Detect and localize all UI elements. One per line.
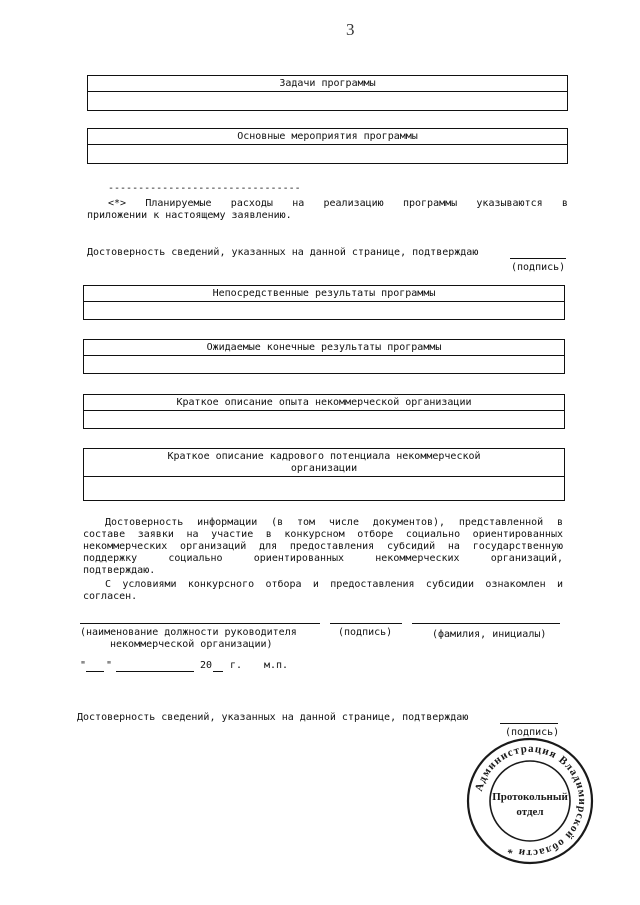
footnote-word: на <box>292 198 305 209</box>
stamp-ring-text: Администрация Владимирской области * <box>473 742 589 860</box>
name-caption: (фамилия, инициалы) <box>432 629 547 640</box>
position-caption-1: (наименование должности руководителя <box>80 627 297 638</box>
name-line <box>412 623 560 624</box>
position-line <box>80 623 320 624</box>
certify-text: Достоверность сведений, указанных на данной странице, подтверждаю <box>87 247 479 258</box>
staff-table <box>83 448 565 501</box>
signature-line <box>330 623 402 624</box>
activities-table <box>87 128 568 164</box>
declaration-line-5: подтверждаю. <box>83 565 156 576</box>
experience-table <box>83 394 565 429</box>
page-number: 3 <box>346 20 355 39</box>
date-quote-open: " <box>80 660 87 671</box>
certify-sign-caption: (подпись) <box>511 262 566 273</box>
declaration-line-6: С условиями конкурсного отбора и предоставления субсидии ознакомлен и <box>105 579 563 590</box>
direct-results-title: Непосредственные результаты программы <box>84 286 564 302</box>
date-year-line <box>213 671 223 672</box>
footnote-line-1 <box>108 198 568 210</box>
seal-label: м.п. <box>264 660 289 671</box>
date-month-line <box>116 671 194 672</box>
footnote-word: расходы <box>230 198 273 209</box>
footnote-word: программы <box>402 198 458 209</box>
official-stamp <box>466 737 594 865</box>
declaration-line-7: согласен. <box>83 591 138 602</box>
certify-signature-line <box>510 258 566 259</box>
declaration-line-4: поддержку социально ориентированных некоммерческих организаций, <box>83 553 563 564</box>
certify-bottom-signature-line <box>500 723 558 724</box>
date-year-suffix: г. <box>230 660 243 671</box>
stamp-center-line-1: Протокольный <box>492 791 568 803</box>
footnote-rule: -------------------------------- <box>108 183 301 194</box>
tasks-title: Задачи программы <box>88 76 567 92</box>
staff-title-line-2: организации <box>290 463 358 474</box>
stamp-center-line-2: отдел <box>516 806 544 818</box>
date-day-line <box>86 671 104 672</box>
position-caption-2: некоммерческой организации) <box>110 639 273 650</box>
tasks-table <box>87 75 568 111</box>
footnote-word: в <box>561 198 568 209</box>
footnote-line-2: приложении к настоящему заявлению. <box>87 210 292 221</box>
declaration-line-3: некоммерческих организаций для предоставления субсидий на государственную <box>83 541 563 552</box>
footnote-word: реализацию <box>323 198 384 209</box>
expected-results-title: Ожидаемые конечные результаты программы <box>84 340 564 356</box>
staff-title <box>84 449 564 477</box>
activities-title: Основные мероприятия программы <box>88 129 567 145</box>
date-year-prefix: 20 <box>200 660 213 671</box>
experience-title: Краткое описание опыта некоммерческой организации <box>84 395 564 411</box>
certify-bottom-sign-caption: (подпись) <box>505 727 560 738</box>
staff-title-line-1: Краткое описание кадрового потенциала некоммерческой <box>167 451 481 462</box>
declaration-line-1: Достоверность информации (в том числе документов), представленной в <box>105 517 563 528</box>
footnote-word: указываются <box>476 198 543 209</box>
footnote-marker: <*> <box>108 198 127 209</box>
expected-results-table <box>83 339 565 374</box>
date-quote-close: " <box>106 660 113 671</box>
signature-caption: (подпись) <box>338 627 393 638</box>
declaration-line-2: составе заявки на участие в конкурсном отборе социально ориентированных <box>83 529 563 540</box>
direct-results-table <box>83 285 565 320</box>
certify-bottom-text: Достоверность сведений, указанных на данной странице, подтверждаю <box>77 712 469 723</box>
footnote-word: Планируемые <box>145 198 212 209</box>
